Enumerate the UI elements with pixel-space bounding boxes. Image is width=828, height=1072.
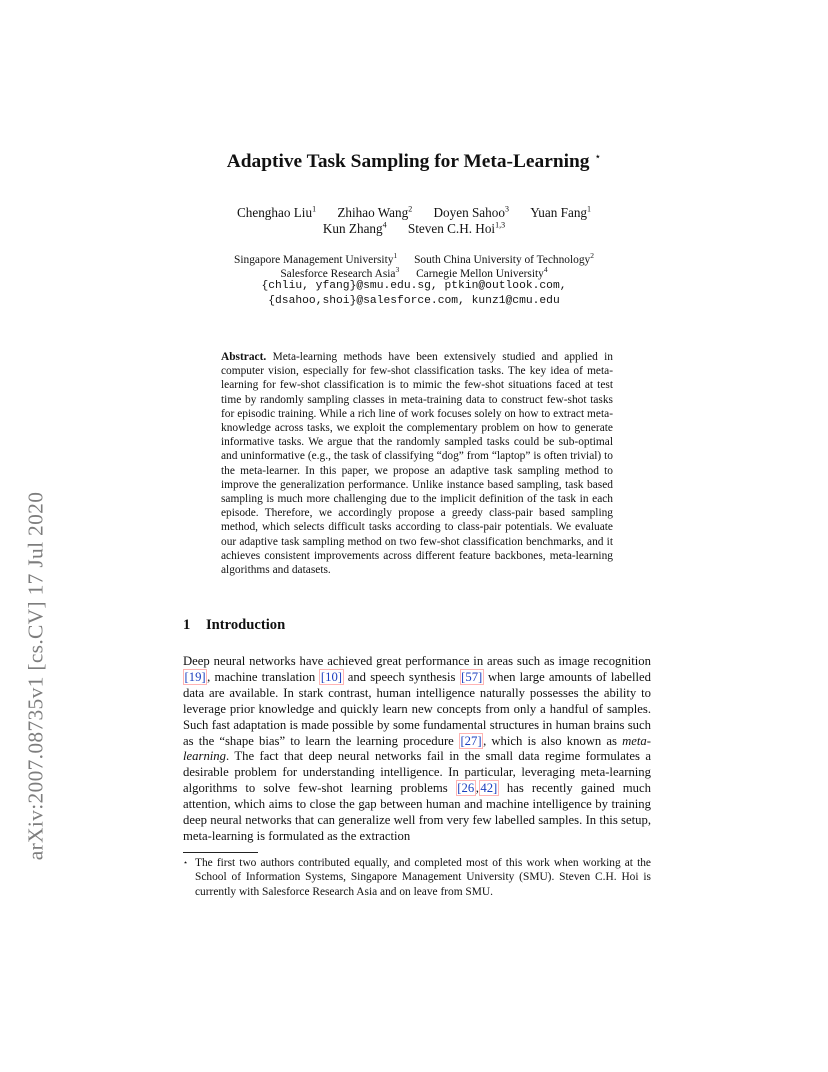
abstract-text: Meta-learning methods have been extensively studied and applied in computer vision, especially for few-shot classification tasks. The key idea of meta-learning for few-shot classification is to mimic the few-shot situations faced at test time by randomly sampling classes in meta-training data to construct few-shot tasks for episodic training. While a rich line of work focuses solely on how to extract meta-knowledge across tasks, we exploit the complementary problem on how to generate informative tasks. We argue that the randomly sampled tasks could be sub-optimal and uninformative (e.g., the task of classifying “dog” from “laptop” is often trivial) to the meta-learner. In this paper, we propose an adaptive task sampling method to improve the generalization performance. Unlike instance based sampling, task based sampling is much more challenging due to the implicit definition of the task in each episode. Therefore, we accordingly propose a greedy class-pair based sampling method, which selects difficult tasks according to class-pair potentials. We evaluate our adaptive task sampling method on two few-shot classification benchmarks, and it achieves consistent improvements across different feature backbones, meta-learning algorithms and datasets. <box>221 351 613 577</box>
title-footnote-mark[interactable]: ⋆ <box>594 151 602 163</box>
author: Yuan Fang$^1$ <box>530 205 592 221</box>
footnote <box>183 856 651 899</box>
arxiv-stamp-text: arXiv:2007.08735v1 [cs.CV] 17 Jul 2020 <box>23 491 48 861</box>
citation-separator: , <box>475 781 479 796</box>
affiliation: Carnegie Mellon University$^4$ <box>416 265 548 280</box>
abstract <box>221 350 613 577</box>
citation-link[interactable]: [57] <box>461 669 483 684</box>
intro-paragraph <box>183 654 651 845</box>
intro-text: , which is also known as <box>483 733 623 748</box>
intro-text: , machine translation <box>207 669 320 684</box>
title-text: Adaptive Task Sampling for Meta-Learning <box>226 151 590 172</box>
affiliation-line-1 <box>150 251 678 266</box>
section-heading <box>183 617 285 634</box>
email-line-2: {dsahoo,shoi}@salesforce.com, kunz1@cmu.edu <box>268 295 560 307</box>
citation-link[interactable]: [27] <box>460 733 482 748</box>
affiliation-line-2 <box>150 265 678 280</box>
footnote-mark: ⋆ <box>183 858 189 867</box>
intro-text: . The fact that deep neural networks fail in the small data regime formulates a desirable problem for understanding intelligence. In particular, leveraging meta-learning algorithms to solve few-shot learning problems <box>183 749 651 796</box>
intro-text: has recently gained much attention, which aims to close the gap between human and machine intelligence by training deep neural networks that can generalize well from very few labelled samples. In this setup, meta-learning is formulated as the extraction <box>183 781 651 843</box>
abstract-label: Abstract. <box>221 351 267 363</box>
intro-emphasis: meta-learning <box>183 733 651 764</box>
section-title: Introduction <box>206 617 286 633</box>
footnote-rule <box>183 852 258 853</box>
author: Steven C.H. Hoi$^{1,3}$ <box>407 221 506 237</box>
author-line-1 <box>150 205 678 221</box>
affiliation: Singapore Management University$^1$ <box>234 251 398 266</box>
citation-link[interactable]: 42] <box>480 781 498 796</box>
author-line-2 <box>150 221 678 237</box>
author: Zhihao Wang$^2$ <box>337 205 413 221</box>
paper-title <box>150 150 678 173</box>
intro-text: and speech synthesis <box>343 669 460 684</box>
author: Doyen Sahoo$^3$ <box>433 205 509 221</box>
footnote-text: The first two authors contributed equally, and completed most of this work when working at the School of Information Systems, Singapore Management University (SMU). Steven C.H. Hoi is currently with Salesforce Research Asia and on leave from SMU. <box>195 857 651 898</box>
affiliation: Salesforce Research Asia$^3$ <box>280 265 400 280</box>
email-line-1: {chliu, yfang}@smu.edu.sg, ptkin@outlook.com, <box>261 280 567 292</box>
citation-link[interactable]: [19] <box>184 669 206 684</box>
author: Kun Zhang$^4$ <box>322 221 387 237</box>
citation-link[interactable]: [26 <box>457 781 475 796</box>
intro-text: Deep neural networks have achieved great performance in areas such as image recognition <box>183 654 651 668</box>
citation-link[interactable]: [10] <box>320 669 343 684</box>
section-number: 1 <box>183 617 191 633</box>
intro-text: when large amounts of labelled data are available. In stark contrast, human intelligence naturally possesses the ability to leverage prior knowledge and quickly learn new concepts from only a handful of samples. Such fast adaptation is made possible by some fundamental structures in human brains such as the “shape bias” to learn the learning procedure <box>183 669 651 748</box>
affiliation: South China University of Technology$^2$ <box>414 251 594 266</box>
author: Chenghao Liu$^1$ <box>236 205 317 221</box>
